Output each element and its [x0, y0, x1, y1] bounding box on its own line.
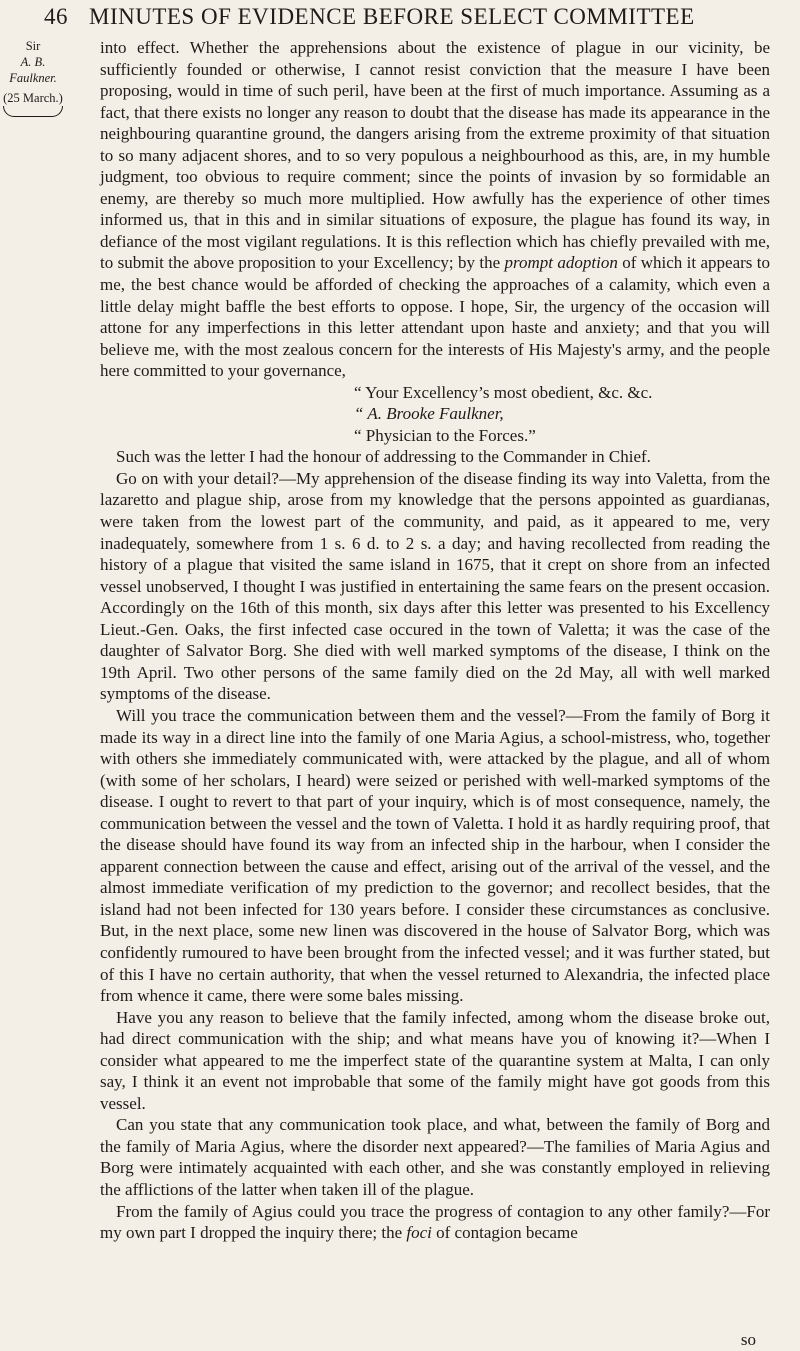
margin-note: [0, 38, 66, 117]
letter-signature-title: “ Physician to the Forces.”: [354, 425, 536, 445]
body-text: [100, 37, 770, 1244]
catchword: so: [740, 1330, 756, 1349]
margin-brace: [3, 106, 63, 117]
paragraph-text: into effect. Whether the apprehensions about the existence of plague in our vicinity, be sufficiently founded or otherwise, I cannot resist conviction that the measure I have been proposing, would in time of such peril, have been at the first of much importance. Assuming as a fact, that there exists no longer any reason to doubt that the disease has made its appearance in the neighbouring quarantine ground, the dangers arising from the extreme proximity of that situation to so many adjacent shores, and to so very populous a neighbourhood as this, are, in my humble judgment, too obvious to require comment; since the points of invasion by so formidable an enemy, are thereby so much more multiplied. How awfully has the experience of other times informed us, that in this and in similar situations of exposure, the plague has found its way, in defiance of the most vigilant regulations. It is this reflection which has chiefly prevailed with me, to submit the above proposition to your Excellency; by the: [100, 38, 770, 273]
letter-signature: “ A. Brooke Faulkner,: [354, 404, 504, 424]
paragraph-question-answer: Go on with your detail?—My apprehension of the disease finding its way into Valetta, from the lazaretto and plague ship, arose from my knowledge that the persons appointed as guardianas, were taken from the lowest part of the community, and paid, as it appeared to me, very inadequately, somewhere from 1 s. 6 d. to 2 s. a day; and having recollected from reading the history of a plague that visited the same island in 1675, that it crept on shore from an infected vessel unobserved, I thought I was justified in entertaining the same fears on the present occasion. Accordingly on the 16th of this month, six days after this letter was presented to his Excellency Lieut.-Gen. Oaks, the first infected case occured in the town of Valetta; it was the case of the daughter of Salvator Borg. She died with well marked symptoms of the disease, I think on the 19th April. Two other persons of the same family died on the 2d May, all with well marked symptoms of the disease.: [100, 468, 770, 704]
margin-note-name: A. B. Faulkner.: [9, 55, 57, 85]
paragraph-question-answer: Have you any reason to believe that the family infected, among whom the disease broke out, had direct communication with the ship; and what means have you of knowing it?—When I consider what appeared to me the imperfect state of the quarantine system at Malta, I can only say, I think it an event not improbable that some of the family might have got goods from this vessel.: [100, 1007, 770, 1113]
paragraph-question-answer: Will you trace the communication between them and the vessel?—From the family of Borg it made its way in a direct line into the family of one Maria Agius, a school-mistress, who, together with others she immediately communicated with, were attacked by the plague, and all of whom (with some of her scholars, I heard) were seized or perished with well-marked symptoms of the disease. I ought to revert to that part of your inquiry, which is of most consequence, namely, the communication between the vessel and the town of Valetta. I hold it as hardly requiring proof, that the disease should have found its way from an infected ship in the harbour, when I consider the apparent connection between the cause and effect, arising out of the arrival of the vessel, and the almost immediate verification of my prediction to the governor; and recollect besides, that the island had not been infected for 130 years before. I consider these circumstances as conclusive. But, in the next place, some new linen was discovered in the house of Salvator Borg, which was confidently rumoured to have been brought from the infected vessel; and it was further stated, but of this I have no certain authority, that when the vessel returned to Alexandria, the infected place from whence it came, there were some bales missing.: [100, 705, 770, 1006]
page-number: 46: [44, 4, 68, 29]
margin-note-title: Sir: [25, 39, 41, 53]
paragraph-text: of contagion became: [436, 1223, 578, 1243]
margin-note-date: (25 March.): [3, 91, 63, 105]
paragraph-text: From the family of Agius could you trace the progress of contagion to any other family?—For my own part I dropped the inquiry there; the: [100, 1201, 770, 1243]
paragraph-letter-conclusion: [100, 37, 770, 382]
paragraph-question-answer: Can you state that any communication took place, and what, between the family of Borg and the family of Maria Agius, where the disorder next appeared?—The families of Maria Agius and Borg were intimately acquainted with each other, and she was constantly employed in relieving the afflictions of the latter when taken ill of the plague.: [100, 1115, 770, 1199]
emphasis-text: foci: [406, 1223, 432, 1243]
paragraph-narrative: Such was the letter I had the honour of addressing to the Commander in Chief.: [116, 447, 651, 467]
paragraph-question-answer: [100, 1201, 770, 1244]
page-header: [0, 0, 800, 36]
paragraph-text: of which it appears to me, the best chance would be afforded of checking the approaches of a calamity, which even a little delay might baffle the best efforts to oppose. I hope, Sir, the urgency of the occasion will attone for any imperfections in this letter attendant upon haste and anxiety; and that you will believe me, with the most zealous concern for the interests of His Majesty's army, and the people here committed to your governance,: [100, 253, 771, 381]
running-head: MINUTES OF EVIDENCE BEFORE SELECT COMMITTEE: [89, 4, 695, 29]
letter-closing: “ Your Excellency’s most obedient, &c. &c.: [354, 382, 653, 402]
emphasis-text: prompt adoption: [504, 253, 618, 273]
